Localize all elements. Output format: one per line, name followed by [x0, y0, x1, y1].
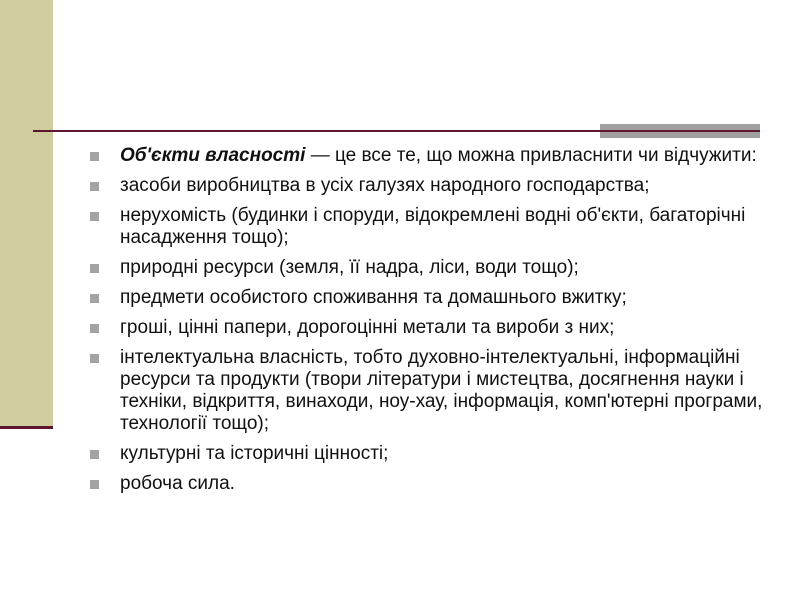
bullet-item: [90, 347, 770, 435]
title-accent-stripe: [600, 130, 760, 132]
bullet-item: [90, 145, 770, 167]
square-bullet-icon: [90, 212, 99, 221]
side-decoration-line: [0, 426, 53, 429]
bullet-item: [90, 257, 770, 279]
bullet-text: робоча сила.: [120, 473, 235, 494]
slide-content: [90, 145, 770, 503]
bullet-text: предмети особистого споживання та домашнього вжитку;: [120, 287, 627, 308]
square-bullet-icon: [90, 182, 99, 191]
square-bullet-icon: [90, 264, 99, 273]
square-bullet-icon: [90, 450, 99, 459]
square-bullet-icon: [90, 480, 99, 489]
bullet-text: природні ресурси (земля, її надра, ліси, води тощо);: [120, 257, 579, 278]
bullet-text: нерухомість (будинки і споруди, відокремлені водні об'єкти, багаторічні насадження тощо);: [120, 205, 746, 248]
square-bullet-icon: [90, 152, 99, 161]
bullet-text: інтелектуальна власність, тобто духовно-інтелектуальні, інформаційні ресурси та продукти (твори літератури і мистецтва, досягнення науки і техніки, відкриття, винаходи, ноу-хау, інформація, комп'ютерні програми, технології тощо);: [120, 347, 763, 434]
bullet-item: [90, 473, 770, 495]
bullet-item: [90, 287, 770, 309]
bullet-text: — це все те, що можна привласнити чи відчужити:: [305, 145, 757, 166]
bullet-text: гроші, цінні папери, дорогоцінні метали та вироби з них;: [120, 317, 615, 338]
bullet-text: засоби виробництва в усіх галузях народного господарства;: [120, 175, 650, 196]
square-bullet-icon: [90, 324, 99, 333]
bullet-item: [90, 205, 770, 249]
bullet-text: культурні та історичні цінності;: [120, 443, 389, 464]
square-bullet-icon: [90, 354, 99, 363]
bullet-item: [90, 317, 770, 339]
bullet-item: [90, 443, 770, 465]
term-highlight: Об'єкти власності: [120, 145, 306, 166]
bullet-list: [90, 145, 770, 495]
bullet-item: [90, 175, 770, 197]
square-bullet-icon: [90, 294, 99, 303]
side-decoration-bar: [0, 0, 53, 426]
